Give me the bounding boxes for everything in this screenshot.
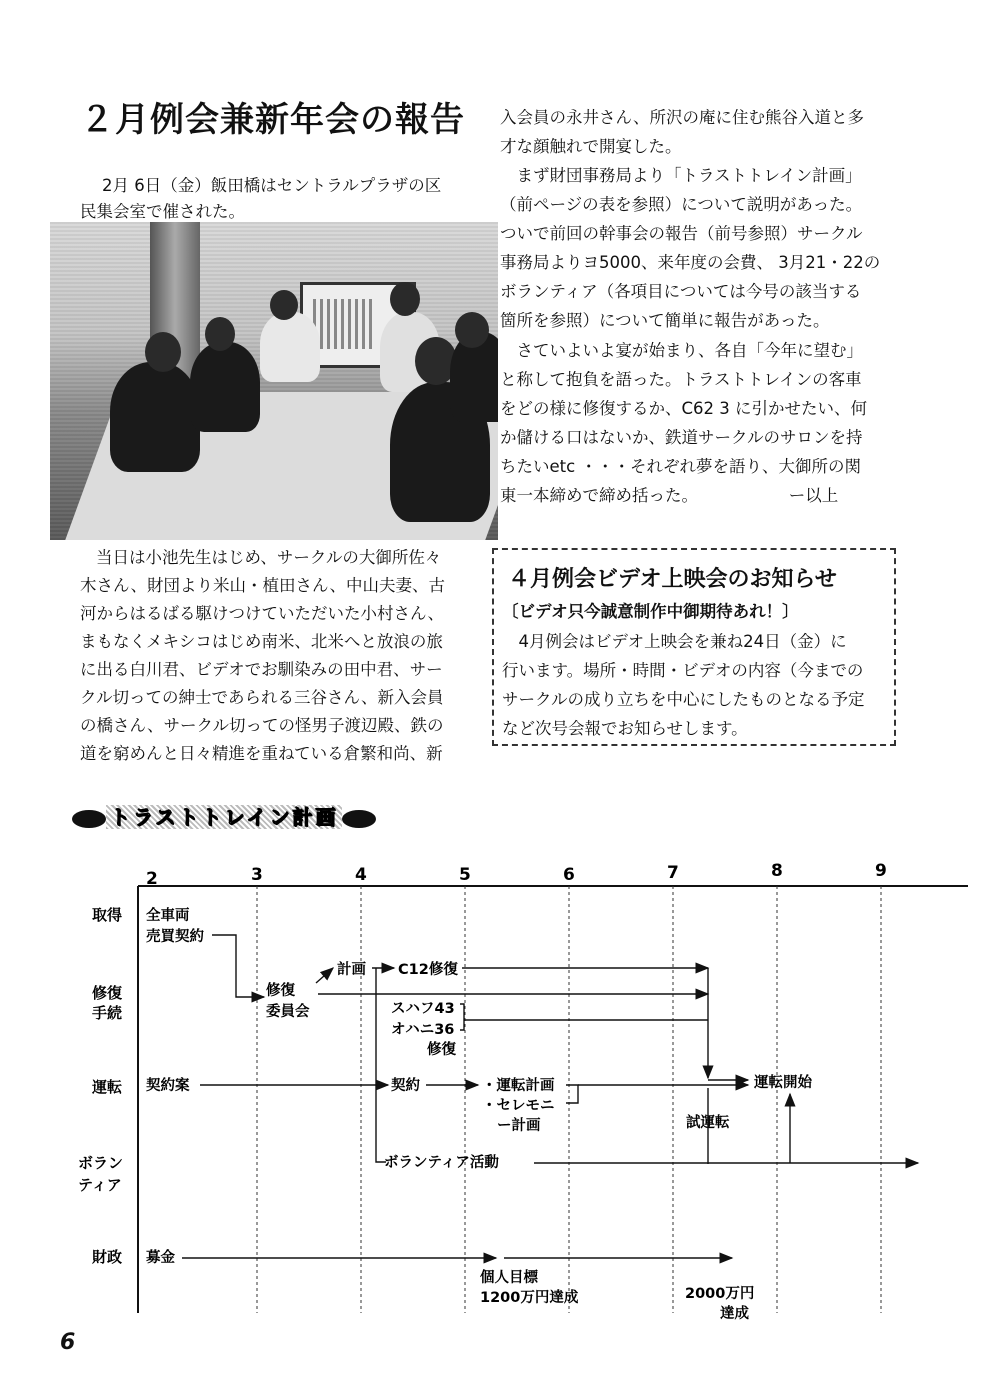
item-personal-1: 個人目標 [480, 1270, 538, 1286]
article-line-left-3: 河からはるばる駆けつけていただいた小村さん、 [80, 604, 444, 623]
item-suhafu: スハフ43 [391, 1001, 455, 1017]
article-line-left-2: 木さん、財団より米山・植田さん、中山夫妻、古 [80, 576, 445, 595]
row-label-volunteer-2: ティア [78, 1176, 122, 1194]
item-ohani: オハニ36 [391, 1022, 455, 1038]
item-ceremony-plan: ー計画 [497, 1118, 541, 1134]
month-label-3: 3 [251, 865, 263, 885]
month-label-5: 5 [459, 865, 471, 885]
month-label-4: 4 [355, 865, 367, 885]
row-label-volunteer-1: ボラン [78, 1154, 124, 1172]
month-label-9: 9 [875, 861, 887, 881]
article-line-right-6: 事務局よりヨ5000、来年度の会費、 3月21・22の [500, 253, 881, 272]
article-line-left-4: まもなくメキシコはじめ南米、北米へと放浪の旅 [80, 632, 443, 651]
month-gridlines [257, 886, 881, 1313]
row-label-acquire: 取得 [92, 906, 123, 924]
item-op-plan: ・運転計画 [482, 1078, 555, 1094]
article-line-right-7: ボランティア（各項目については今号の該当する [500, 282, 862, 301]
month-label-2: 2 [146, 869, 158, 889]
article-line-left-top-2: 民集会室で催された。 [80, 202, 245, 221]
article-line-right-2: 才な顔触れで開宴した。 [500, 137, 682, 156]
item-contract: 契約 [391, 1078, 420, 1094]
article-line-right-5: ついで前回の幹事会の報告（前号参照）サークル [500, 224, 863, 243]
notice-title: ４月例会ビデオ上映会のお知らせ [508, 567, 837, 592]
month-label-6: 6 [563, 865, 575, 885]
month-label-8: 8 [771, 861, 783, 881]
item-committee-2: 委員会 [266, 1004, 310, 1020]
row-label-restore-1: 修復 [92, 984, 123, 1002]
row-label-restore-2: 手続 [92, 1004, 123, 1022]
page-number: 6 [60, 1330, 76, 1355]
article-line-right-3: まず財団事務局より「トラストトレイン計画」 [500, 166, 862, 185]
article-line-right-11: をどの様に修復するか、C62 3 に引かせたい、何 [500, 399, 868, 418]
article-line-right-8: 箇所を参照）について簡単に報告があった。 [500, 311, 830, 330]
item-committee-1: 修復 [266, 983, 295, 999]
item-c12: C12修復 [398, 962, 458, 978]
article-line-right-10: と称して抱負を語った。トラストトレインの客車 [500, 370, 862, 389]
notice-line-1: 4月例会はビデオ上映会を兼ね24日（金）に [502, 632, 847, 651]
item-goal-2: 達成 [720, 1306, 749, 1322]
article-line-left-5: に出る白川君、ビデオでお馴染みの田中君、サー [80, 660, 443, 679]
article-line-right-13: ちたいetc ・・・それぞれ夢を語り、大御所の関 [500, 457, 861, 476]
item-fundraise: 募金 [146, 1250, 175, 1266]
article-line-right-12: か儲ける口はないか、鉄道サークルのサロンを持 [500, 428, 863, 447]
article-line-right-14: 東一本締めで締め括った。 ー以上 [500, 486, 839, 505]
article-line-right-9: さていよいよ宴が始まり、各自「今年に望む」 [500, 341, 863, 360]
item-all-cars-2: 売買契約 [146, 929, 204, 945]
notice-line-4: など次号会報でお知らせします。 [502, 719, 748, 738]
article-line-left-7: の橋さん、サークル切っての怪男子渡辺殿、鉄の [80, 716, 444, 735]
item-goal-1: 2000万円 [685, 1286, 755, 1302]
article-line-right-4: （前ページの表を参照）について説明があった。 [500, 195, 863, 214]
row-label-operate: 運転 [92, 1078, 123, 1096]
article-title: ２月例会兼新年会の報告 [80, 100, 465, 140]
notice-subtitle: 〔ビデオ只今誠意制作中御期待あれ！〕 [502, 602, 799, 621]
item-personal-2: 1200万円達成 [480, 1290, 579, 1306]
item-op-start: 運転開始 [754, 1075, 812, 1091]
item-volunteer: ボランティア活動 [384, 1155, 499, 1171]
article-line-left-top-1: 2月 6日（金）飯田橋はセントラルプラザの区 [102, 176, 442, 195]
article-line-left-8: 道を窮めんと日々精進を重ねている倉繁和尚、新 [80, 744, 443, 763]
notice-line-2: 行います。場所・時間・ビデオの内容（今までの [502, 661, 864, 680]
article-line-right-1: 入会員の永井さん、所沢の庵に住む熊谷入道と多 [500, 108, 864, 127]
plan-banner-text: トラストトレイン計画 [106, 805, 342, 829]
item-plan: 計画 [337, 962, 366, 978]
item-all-cars-1: 全車両 [146, 908, 190, 924]
item-contract-draft: 契約案 [146, 1078, 190, 1094]
article-line-left-1: 当日は小池先生はじめ、サークルの大御所佐々 [96, 548, 442, 567]
article-line-left-6: クル切っての紳士であられる三谷さん、新入会員 [80, 688, 444, 707]
month-label-7: 7 [667, 863, 679, 883]
row-label-finance: 財政 [92, 1248, 123, 1266]
item-trial: 試運転 [686, 1115, 730, 1131]
item-restore: 修復 [427, 1042, 456, 1058]
item-ceremony: ・セレモニ [482, 1098, 555, 1114]
notice-line-3: サークルの成り立ちを中心にしたものとなる予定 [502, 690, 865, 709]
